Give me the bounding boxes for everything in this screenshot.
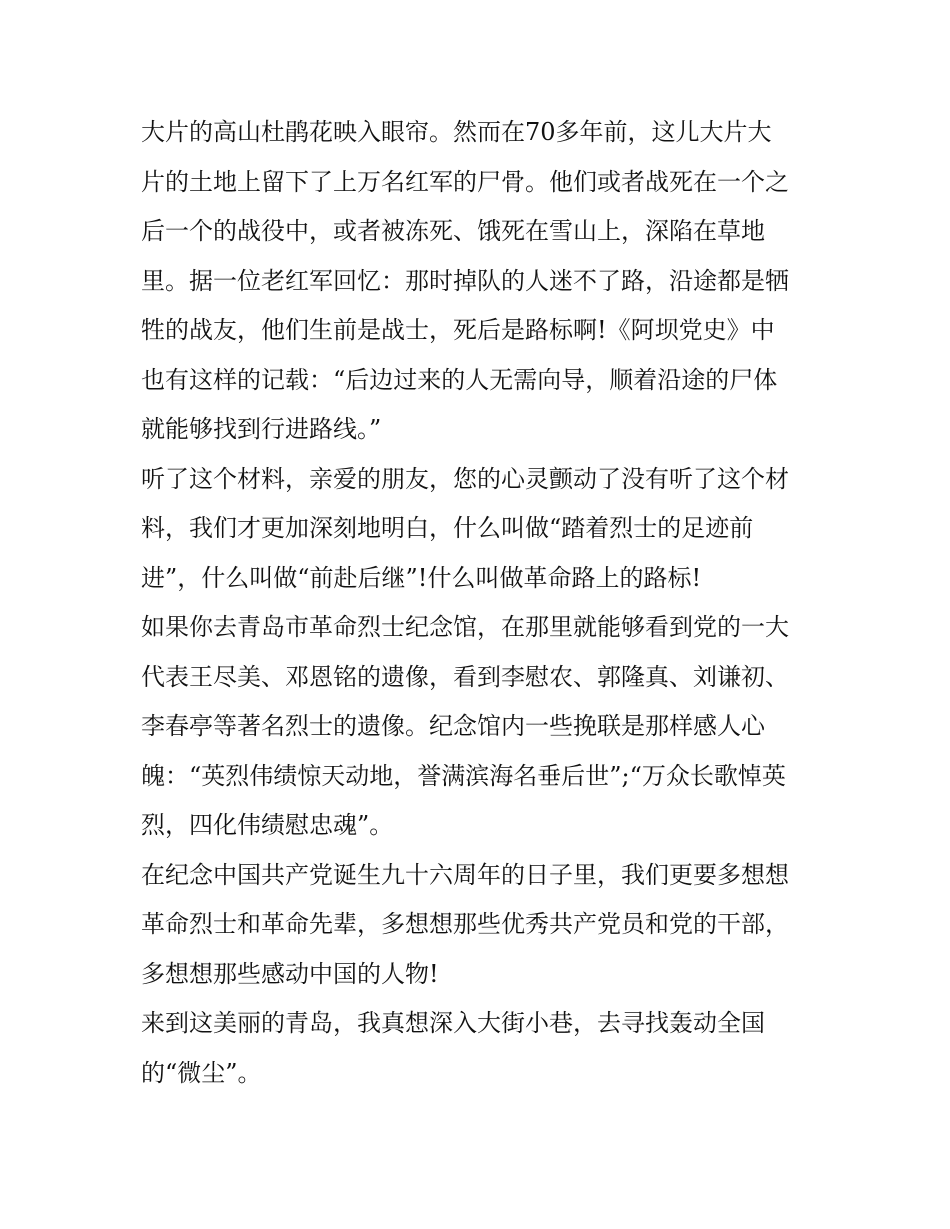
- text-line: 如果你去青岛市革命烈士纪念馆，在那里就能够看到党的一大: [141, 613, 789, 641]
- text-line: 李春亭等著名烈士的遗像。纪念馆内一些挽联是那样感人心: [141, 712, 765, 740]
- text-line: 听了这个材料，亲爱的朋友，您的心灵颤动了没有听了这个材: [141, 464, 789, 493]
- text-line: 进”，什么叫做“前赴后继”!什么叫做革命路上的路标!: [141, 563, 702, 592]
- text-line: 革命烈士和革命先辈，多想想那些优秀共产党员和党的干部，: [141, 910, 789, 938]
- text-line: 就能够找到行进路线。”: [141, 415, 382, 443]
- text-line: 多想想那些感动中国的人物!: [141, 959, 439, 988]
- text-line: 来到这美丽的青岛，我真想深入大街小巷，去寻找轰动全国: [141, 1009, 765, 1037]
- document-body: [141, 110, 821, 1100]
- text-line: 后一个的战役中，或者被冻死、饿死在雪山上，深陷在草地: [141, 217, 765, 245]
- text-line: 的“微尘”。: [141, 1058, 262, 1087]
- text-line: 片的土地上留下了上万名红军的尸骨。他们或者战死在一个之: [141, 167, 789, 196]
- text-line: 料，我们才更加深刻地明白，什么叫做“踏着烈士的足迹前: [141, 514, 754, 542]
- text-line: 里。据一位老红军回忆：那时掉队的人迷不了路，沿途都是牺: [141, 266, 789, 295]
- text-line: 也有这样的记载：“后边过来的人无需向导，顺着沿途的尸体: [141, 365, 778, 394]
- text-line: 大片的高山杜鹃花映入眼帘。然而在70多年前，这儿大片大: [141, 118, 772, 146]
- text-line: 在纪念中国共产党诞生九十六周年的日子里，我们更要多想想: [141, 860, 789, 889]
- text-line: 烈，四化伟绩慰忠魂”。: [141, 811, 394, 839]
- text-line: 代表王尽美、邓恩铭的遗像，看到李慰农、郭隆真、刘谦初、: [141, 662, 789, 691]
- text-line: 牲的战友，他们生前是战士，死后是路标啊!《阿坝党史》中: [141, 316, 775, 344]
- text-line: 魄：“英烈伟绩惊天动地，誉满滨海名垂后世”;“万众长歌悼英: [141, 761, 786, 790]
